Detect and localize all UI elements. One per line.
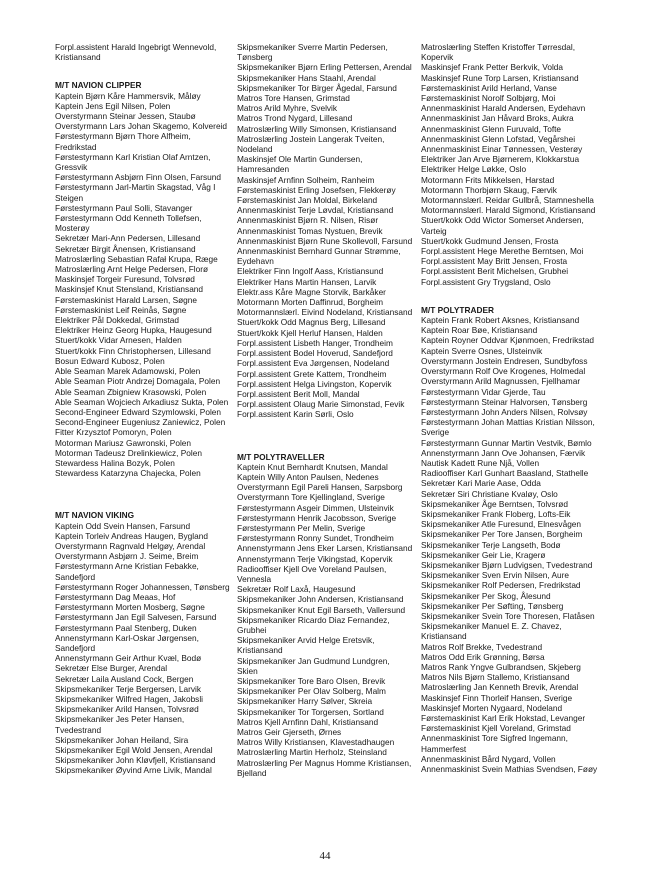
crew-line: Annenmaskinist Glenn Lofstad, Vegårshei (421, 133, 576, 144)
crew-line: Maskinsjef Rune Torp Larsen, Kristiansand (421, 72, 579, 83)
crew-line: Matroslærling Jan Kenneth Brevik, Arendal (421, 682, 579, 693)
crew-line: Matros Kjell Arnfinn Dahl, Kristiansand (237, 716, 379, 727)
crew-line: Matroslærling Willy Simonsen, Kristiansand (237, 123, 397, 134)
crew-line: Stuert/kokk Gudmund Jensen, Frosta (421, 235, 559, 246)
crew-line: Stuert/kokk Finn Christophersen, Lillesand (55, 345, 211, 356)
crew-line: Førstemaskinist Harald Larsen, Søgne (55, 294, 198, 305)
crew-line: Matroslærling Sebastian Rafał Krupa, Ræge (55, 253, 218, 264)
crew-line: Skipsmekaniker Arvid Helge Eretsvik, (237, 635, 375, 646)
crew-line: Elektr.ass Kåre Magne Storvik, Barkåker (237, 286, 386, 297)
crew-line: Stuert/kokk Vidar Arnesen, Halden (55, 335, 182, 346)
crew-line: Skipsmekaniker Tore Baro Olsen, Brevik (237, 675, 386, 686)
crew-line: Kaptein Royner Oddvar Kjønmoen, Fredrikstad (421, 335, 594, 346)
crew-line: Sekretær Birgit Ånensen, Kristiansand (55, 243, 196, 254)
crew-line: Kopervik (421, 52, 454, 63)
crew-line: Kristiansand (55, 52, 101, 63)
crew-line: Able Seaman Piotr Andrzej Domagala, Polen (55, 376, 221, 387)
crew-line: Skipsmekaniker Per Tore Jansen, Borgheim (421, 529, 583, 540)
crew-line: Annenmaskinist Jan Håvard Broks, Aukra (421, 113, 574, 124)
crew-line: Eydehavn (237, 256, 274, 267)
crew-line: Maskinsjef Arnfinn Solheim, Ranheim (237, 174, 375, 185)
crew-line: Maskinsjef Morten Nygaard, Nodeland (421, 702, 563, 713)
crew-line: Førstestyrmann Per Melin, Sverige (237, 522, 366, 533)
crew-line: Mosterøy (55, 223, 90, 234)
crew-line: Elektriker Hans Martin Hansen, Larvik (237, 276, 377, 287)
crew-line: Skipsmekaniker John Kløvfjell, Kristiansand (55, 755, 216, 766)
crew-block (237, 452, 414, 779)
crew-line: Grubhei (237, 624, 267, 635)
crew-line: Bosun Edward Kubosz, Polen (55, 355, 165, 366)
vessel-heading: M/T NAVION CLIPPER (55, 80, 142, 91)
vessel-heading: M/T POLYTRAVELLER (237, 451, 325, 462)
crew-line: Førstestyrmann Odd Kenneth Tollefsen, (55, 213, 202, 224)
crew-line: Annenstyrmann Jann Ove Johansen, Færvik (421, 447, 586, 458)
crew-line: Stuert/kokk Kjell Herluf Hansen, Halden (237, 327, 383, 338)
crew-line: Førstemaskinist Erling Josefsen, Flekkerøy (237, 184, 396, 195)
crew-line: Førstestyrmann Jan Egil Salvesen, Farsund (55, 612, 217, 623)
crew-line: Førstestyrmann John Anders Nilsen, Rolvsøy (421, 406, 588, 417)
crew-line: Skipsmekaniker Egil Wold Jensen, Arendal (55, 745, 213, 755)
crew-line: Sandefjord (55, 571, 96, 582)
crew-line: Sekretær Else Burger, Arendal (55, 663, 168, 674)
crew-line: Matroslærling Jostein Langerak Tveiten, (237, 133, 385, 144)
crew-line: Fredrikstad (55, 141, 97, 152)
crew-line: Førstestyrmann Vidar Gjerde, Tau (421, 386, 546, 397)
crew-line: Skipsmekaniker Terje Langseth, Bodø (421, 539, 561, 550)
crew-line: Annenmaskinist Bård Nygard, Vollen (421, 753, 556, 764)
crew-line: Overstyrmann Ragnvald Helgøy, Arendal (55, 540, 206, 551)
crew-line: Motormann Frits Mikkelsen, Harstad (421, 174, 555, 185)
crew-line: Annenmaskinist Svein Mathias Svendsen, Føøy (421, 764, 598, 775)
crew-line: Fitter Krzysztof Pomoryn, Polen (55, 427, 172, 438)
crew-line: Kristiansand (421, 631, 467, 642)
crew-line: Matroslærling Per Magnus Homme Kristiansen, (237, 757, 412, 768)
crew-line: Skipsmekaniker Terje Bergersen, Larvik (55, 683, 202, 694)
crew-line: Overstyrmann Lars Johan Skagemo, Kolvereid (55, 121, 228, 132)
crew-line: Matros Rank Yngve Gulbrandsen, Skjeberg (421, 661, 581, 672)
crew-line: Matros Arild Myhre, Svelvik (237, 103, 338, 114)
crew-line: Nodeland (237, 144, 273, 155)
crew-line: Matroslærling Martin Herholz, Steinsland (237, 747, 387, 758)
crew-line: Førstestyrmann Dag Meaas, Hof (55, 591, 176, 602)
crew-line: Skipsmekaniker Jan Gudmund Lundgren, (237, 655, 390, 666)
crew-line: Sandefjord (55, 642, 96, 653)
crew-line: Skipsmekaniker Rolf Pedersen, Fredrikstad (421, 580, 581, 591)
crew-line: Overstyrmann Egil Pareli Hansen, Sarpsborg (237, 482, 403, 493)
crew-line: Skipsmekaniker Wilfred Hagen, Jakobsli (55, 693, 204, 704)
crew-line: Førstestyrmann Asgeir Dimmen, Ulsteinvik (237, 502, 394, 513)
crew-line: Skipsmekaniker Øyvind Arne Livik, Mandal (55, 765, 212, 776)
crew-line: Matroslærling Arnt Helge Pedersen, Florø (55, 264, 209, 275)
crew-line: Forpl.assistent Harald Ingebrigt Wennevold, (55, 42, 217, 52)
crew-line: Skipsmekaniker Svein Tore Thoresen, Flatåsen (421, 610, 595, 621)
crew-line: Skien (237, 665, 258, 676)
crew-line: Skipsmekaniker Bjørn Erling Pettersen, Arendal (237, 62, 412, 73)
crew-line: Motormann Thorbjørn Skaug, Færvik (421, 184, 557, 195)
crew-line: Skipsmekaniker John Andersen, Kristiansand (237, 594, 404, 605)
crew-line: Skipsmekaniker Tor Torgersen, Sortland (237, 706, 384, 717)
crew-line: Skipsmekaniker Atle Furesund, Elnesvågen (421, 519, 582, 530)
crew-line: Elektriker Pål Dokkedal, Grimstad (55, 315, 180, 326)
crew-line: Annenstyrmann Jens Eker Larsen, Kristiansand (237, 543, 413, 554)
crew-line: Matros Odd Erik Grønning, Børsa (421, 651, 545, 662)
crew-line: Tønsberg (237, 52, 273, 63)
crew-line: Varteig (421, 225, 447, 236)
crew-line: Kaptein Odd Svein Hansen, Farsund (55, 520, 191, 531)
crew-line: Skipsmekaniker Per Skog, Ålesund (421, 590, 551, 601)
vessel-heading: M/T NAVION VIKING (55, 510, 135, 521)
crew-line: Forpl.assistent Olaug Marie Simonstad, Fevik (237, 399, 405, 410)
crew-line: Motormannslærl. Eivind Nodeland, Kristiansand (237, 307, 413, 318)
crew-line: Radiooffiser Karl Gunhart Baasland, Stathelle (421, 468, 589, 479)
crew-line: Elektriker Heinz Georg Hupka, Haugesund (55, 325, 212, 336)
crew-line: Bjelland (237, 767, 267, 778)
crew-line: Annenstyrmann Karl-Oskar Jørgensen, (55, 632, 199, 643)
crew-line: Kaptein Frank Robert Aksnes, Kristiansand (421, 315, 580, 326)
crew-block (55, 510, 233, 775)
crew-block (55, 80, 233, 478)
crew-line: Førstestyrmann Steinar Halvorsen, Tønsberg (421, 396, 588, 407)
crew-line: Førstestyrmann Karl Kristian Olaf Arntzen, (55, 151, 211, 162)
crew-line: Motormannslærl. Reidar Gullbrå, Stamneshella (421, 195, 594, 206)
crew-line: Gressvik (55, 162, 88, 173)
crew-line: Matros Geir Gjerseth, Ørnes (237, 727, 342, 737)
crew-line: Sverige (421, 427, 450, 438)
crew-line: Annenmaskinist Einar Tønnessen, Vesterøy (421, 144, 583, 155)
crew-line: Førstestyrmann Johan Mattias Kristian Nilsson, (421, 417, 595, 428)
crew-line: Vennesla (237, 573, 272, 584)
crew-line: Sekretær Kari Marie Aase, Odda (421, 478, 541, 489)
crew-line: Kaptein Roar Bøe, Kristiansand (421, 325, 538, 336)
crew-line: Maskinsjef Knut Stensland, Kristiansand (55, 284, 204, 295)
crew-line: Kaptein Torleiv Andreas Haugen, Bygland (55, 530, 208, 541)
crew-line: Forpl.assistent Berit Michelsen, Grubhei (421, 266, 569, 277)
crew-line: Førstestyrmann Morten Mosberg, Søgne (55, 602, 205, 613)
crew-line: Skipsmekaniker Ricardo Diaz Fernandez, (237, 614, 390, 625)
crew-line: Skipsmekaniker Johan Heiland, Sira (55, 734, 189, 745)
crew-line: Sekretær Mari-Ann Pedersen, Lillesand (55, 233, 201, 244)
crew-line: Forpl.assistent Bodel Hoverud, Sandefjord (237, 348, 393, 359)
crew-line: Overstyrmann Tore Kjellingland, Sverige (237, 492, 385, 503)
crew-line: Annenmaskinist Harald Andersen, Eydehavn (421, 103, 586, 114)
crew-line: Skipsmekaniker Geir Lie, Kragerø (421, 549, 546, 560)
crew-line: Annenmaskinist Tomas Nystuen, Brevik (237, 225, 383, 236)
crew-line: Skipsmekaniker Jes Peter Hansen, (55, 714, 185, 725)
crew-line: Overstyrmann Rolf Ove Krogenes, Holmedal (421, 366, 586, 377)
crew-line: Sekretær Siri Christiane Kvaløy, Oslo (421, 488, 558, 499)
crew-line: Second-Engineer Edward Szymlowski, Polen (55, 406, 222, 417)
crew-line: Førstemaskinist Norolf Solbjørg, Moi (421, 93, 556, 104)
crew-line: Kaptein Willy Anton Paulsen, Nedenes (237, 471, 379, 482)
crew-line: Second-Engineer Eugeniusz Zaniewicz, Polen (55, 417, 226, 428)
crew-line: Førstemaskinist Karl Erik Hokstad, Levanger (421, 713, 586, 723)
crew-line: Førstestyrmann Bjørn Thore Alfheim, (55, 131, 191, 142)
crew-line: Førstestyrmann Jarl-Martin Skagstad, Våg I (55, 182, 216, 193)
crew-line: Skipsmekaniker Manuel E. Z. Chavez, (421, 621, 562, 632)
crew-line: Førstestyrmann Paul Solli, Stavanger (55, 202, 193, 213)
crew-line: Overstyrmann Steinar Jessen, Staubø (55, 111, 196, 122)
crew-line: Skipsmekaniker Per Olav Solberg, Malm (237, 686, 386, 697)
page-number: 44 (319, 850, 331, 862)
crew-line: Forpl.assistent Berit Moll, Mandal (237, 388, 360, 399)
crew-line: Annenstyrmann Geir Arthur Kvæl, Bodø (55, 653, 202, 664)
crew-line: Maskinsjef Ole Martin Gundersen, (237, 154, 363, 165)
crew-line: Elektriker Helge Løkke, Oslo (421, 164, 527, 175)
crew-line: Skipsmekaniker Frank Floberg, Lofts-Eik (421, 508, 571, 519)
crew-line: Førstemaskinist Jan Moldal, Birkeland (237, 195, 378, 206)
crew-line: Førstestyrmann Ronny Sundet, Trondheim (237, 533, 394, 544)
crew-line: Skipsmekaniker Harry Sølver, Skreia (237, 696, 373, 707)
crew-line: Maskinsjef Finn Thorleif Hansen, Sverige (421, 692, 573, 703)
crew-line: Matros Tore Hansen, Grimstad (237, 93, 350, 104)
crew-line: Kaptein Sverre Osnes, Ulsteinvik (421, 345, 543, 356)
crew-line: Able Seaman Zbigniew Krasowski, Polen (55, 386, 207, 397)
crew-line: Motormannslærl. Harald Sigmond, Kristiansand (421, 205, 596, 216)
crew-line: Førstestyrmann Asbjørn Finn Olsen, Farsund (55, 172, 221, 183)
crew-line: Stewardess Katarzyna Chajecka, Polen (55, 468, 201, 479)
crew-line: Nautisk Kadett Rune Njå, Vollen (421, 457, 540, 468)
crew-line: Forpl.assistent Grete Kattem, Trondheim (237, 368, 387, 379)
crew-line: Skipsmekaniker Arild Hansen, Tolvsrød (55, 704, 199, 715)
crew-line: Førstestyrmann Roger Johannessen, Tønsberg (55, 581, 230, 592)
crew-line: Tvedestrand (55, 724, 102, 735)
crew-line: Annenmaskinist Bjørn R. Nilsen, Risør (237, 215, 379, 226)
crew-line: Forpl.assistent Helga Livingston, Kopervik (237, 378, 392, 389)
crew-line: Annenmaskinist Terje Løvdal, Kristiansand (237, 205, 394, 216)
crew-line: Matros Trond Nygard, Lillesand (237, 113, 353, 124)
crew-line: Motorman Mariusz Gawronski, Polen (55, 437, 192, 448)
crew-line: Forpl.assistent Gry Trygsland, Oslo (421, 276, 551, 287)
crew-line: Hammerfest (421, 743, 467, 754)
crew-line: Matros Willy Kristiansen, Klavestadhaugen (237, 737, 395, 748)
crew-line: Førstestyrmann Arne Kristian Febakke, (55, 561, 199, 572)
crew-line: Elektriker Finn Ingolf Aass, Kristiansund (237, 266, 384, 277)
crew-line: Annenmaskinist Bjørn Rune Skollevoll, Farsund (237, 235, 413, 246)
crew-line: Førstestyrmann Paal Stenberg, Duken (55, 622, 197, 633)
column-3 (421, 42, 601, 774)
crew-line: Forpl.assistent Hege Merethe Berntsen, Moi (421, 246, 584, 257)
crew-line: Stuert/kokk Odd Wictor Somerset Andersen, (421, 215, 584, 226)
crew-block (237, 42, 414, 420)
crew-line: Skipsmekaniker Knut Egil Barseth, Vallersund (237, 604, 406, 615)
crew-line: Kaptein Knut Bernhardt Knutsen, Mandal (237, 461, 388, 472)
crew-line: Skipsmekaniker Hans Staahl, Arendal (237, 72, 376, 83)
crew-line: Forpl.assistent May Britt Jensen, Frosta (421, 256, 568, 267)
crew-block (421, 305, 601, 774)
crew-block (55, 42, 233, 62)
crew-line: Motorman Tadeusz Drelinkiewicz, Polen (55, 447, 202, 458)
crew-line: Maskinsjef Frank Petter Berkvik, Volda (421, 62, 564, 73)
crew-line: Annenmaskinist Tore Sigfred Ingemann, (421, 733, 568, 744)
crew-line: Able Seaman Marek Adamowski, Polen (55, 366, 201, 377)
crew-line: Kristiansand (237, 645, 283, 656)
crew-line: Førstestyrmann Henrik Jacobsson, Sverige (237, 512, 397, 523)
crew-line: Skipsmekaniker Åge Berntsen, Tolvsrød (421, 498, 568, 509)
crew-line: Førstemaskinist Arild Herland, Vanse (421, 82, 557, 93)
crew-line: Forpl.assistent Lisbeth Hanger, Trondheim (237, 337, 393, 348)
crew-line: Overstyrmann Asbjørn J. Seime, Breim (55, 551, 199, 562)
crew-line: Maskinsjef Torgeir Furesund, Tolvsrød (55, 274, 195, 285)
crew-line: Motormann Morten Daffinrud, Borgheim (237, 297, 384, 308)
crew-block (421, 42, 601, 287)
crew-line: Kaptein Jens Egil Nilsen, Polen (55, 100, 171, 111)
crew-line: Forpl.assistent Eva Jørgensen, Nodeland (237, 358, 390, 369)
crew-line: Førstestyrmann Gunnar Martin Vestvik, Bømlo (421, 437, 592, 448)
crew-line: Sekretær Rolf Laxå, Haugesund (237, 584, 356, 595)
crew-line: Førstemaskinist Kjell Voreland, Grimstad (421, 723, 571, 734)
crew-line: Skipsmekaniker Tor Birger Ågedal, Farsund (237, 82, 397, 93)
crew-line: Skipsmekaniker Sven Ervin Nilsen, Aure (421, 570, 570, 581)
crew-line: Overstyrmann Jostein Endresen, Sundbyfoss (421, 355, 588, 366)
crew-line: Able Seaman Wojciech Arkadiusz Sukta, Polen (55, 396, 229, 407)
crew-line: Sekretær Laila Ausland Cock, Bergen (55, 673, 194, 684)
crew-line: Radiooffiser Kjell Ove Voreland Paulsen, (237, 563, 387, 574)
crew-line: Skipsmekaniker Sverre Martin Pedersen, (237, 42, 388, 52)
crew-line: Skipsmekaniker Per Søfting, Tønsberg (421, 600, 564, 611)
crew-line: Stuert/kokk Odd Magnus Berg, Lillesand (237, 317, 386, 328)
crew-line: Hamresanden (237, 164, 290, 175)
crew-line: Matros Nils Bjørn Stallemo, Kristiansand (421, 672, 570, 683)
crew-line: Annenmaskinist Bernhard Gunnar Strømme, (237, 246, 401, 257)
crew-line: Stewardess Halina Bozyk, Polen (55, 457, 175, 468)
crew-line: Førstemaskinist Leif Reinås, Søgne (55, 304, 187, 315)
crew-line: Matros Rolf Brekke, Tvedestrand (421, 641, 543, 652)
crew-line: Matroslærling Steffen Kristoffer Tørresdal, (421, 42, 576, 52)
crew-line: Annenmaskinist Glenn Furuvald, Tofte (421, 123, 562, 134)
crew-line: Steigen (55, 192, 84, 203)
crew-line: Forpl.assistent Karin Sørli, Oslo (237, 409, 354, 420)
crew-line: Overstyrmann Arild Magnussen, Fjellhamar (421, 376, 581, 387)
vessel-heading: M/T POLYTRADER (421, 304, 494, 315)
crew-line: Annenstyrmann Terje Vikingstad, Kopervik (237, 553, 393, 564)
column-1 (55, 42, 233, 776)
column-2 (237, 42, 414, 778)
crew-line: Elektriker Jan Arve Bjørnerem, Klokkarstua (421, 154, 580, 165)
crew-line: Kaptein Bjørn Kåre Hammersvik, Måløy (55, 90, 201, 101)
crew-line: Skipsmekaniker Bjørn Ludvigsen, Tvedestrand (421, 559, 593, 570)
